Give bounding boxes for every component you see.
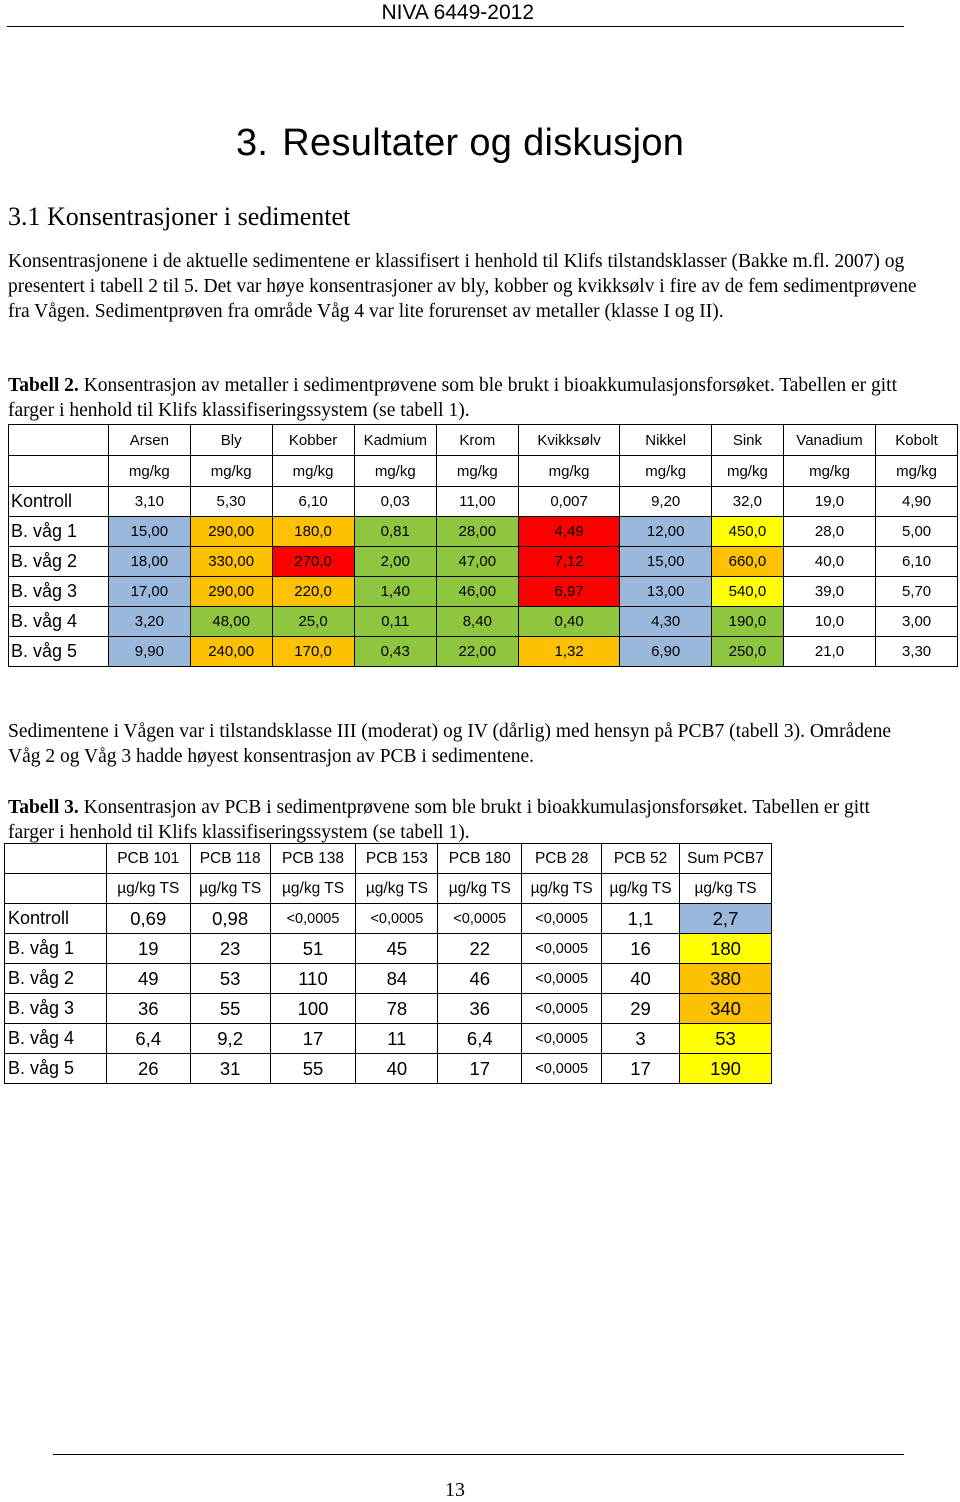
value-cell: 340 <box>680 994 772 1024</box>
column-header: Nikkel <box>620 425 711 456</box>
value-cell: 4,90 <box>876 487 958 517</box>
value-cell: 330,00 <box>190 547 272 577</box>
value-cell: 12,00 <box>620 517 711 547</box>
unit-cell: µg/kg TS <box>270 874 356 904</box>
value-cell: 19,0 <box>783 487 875 517</box>
pcb-table-body <box>5 844 772 1084</box>
value-cell: 190,0 <box>711 607 783 637</box>
value-cell: 36 <box>438 994 522 1024</box>
value-cell: 7,12 <box>518 547 620 577</box>
value-cell: 46 <box>438 964 522 994</box>
table-row <box>9 607 958 637</box>
page-header <box>0 0 960 30</box>
value-cell: 40,0 <box>783 547 875 577</box>
unit-cell: mg/kg <box>190 456 272 487</box>
value-cell: 51 <box>270 934 356 964</box>
value-cell: 660,0 <box>711 547 783 577</box>
row-label: B. våg 3 <box>5 994 107 1024</box>
value-cell: 26 <box>106 1054 190 1084</box>
value-cell: 9,90 <box>109 637 191 667</box>
unit-cell: µg/kg TS <box>106 874 190 904</box>
value-cell: 0,98 <box>190 904 270 934</box>
column-header: Sink <box>711 425 783 456</box>
table-row <box>5 964 772 994</box>
unit-cell: mg/kg <box>876 456 958 487</box>
value-cell: 28,0 <box>783 517 875 547</box>
value-cell: 45 <box>356 934 438 964</box>
value-cell: 9,2 <box>190 1024 270 1054</box>
table-row <box>9 487 958 517</box>
value-cell: <0,0005 <box>270 904 356 934</box>
value-cell: 17 <box>270 1024 356 1054</box>
value-cell: 180,0 <box>272 517 354 547</box>
value-cell: 5,00 <box>876 517 958 547</box>
value-cell: 17 <box>602 1054 680 1084</box>
table-row <box>5 934 772 964</box>
value-cell: <0,0005 <box>522 904 602 934</box>
value-cell: 290,00 <box>190 517 272 547</box>
row-label: B. våg 2 <box>5 964 107 994</box>
value-cell: 53 <box>680 1024 772 1054</box>
unit-cell: µg/kg TS <box>438 874 522 904</box>
table3-caption-text: Konsentrasjon av PCB i sedimentprøvene som ble brukt i bioakkumulasjonsforsøket. Tabellen er gitt farger i henhold til Klifs klassifiseringssystem (se tabell 1). <box>8 797 870 843</box>
value-cell: 6,10 <box>876 547 958 577</box>
header-rule <box>7 26 904 27</box>
value-cell: 9,20 <box>620 487 711 517</box>
unit-cell: mg/kg <box>783 456 875 487</box>
value-cell: 0,007 <box>518 487 620 517</box>
subsection-heading: 3.1 Konsentrasjoner i sedimentet <box>8 202 351 231</box>
column-header: Kobolt <box>876 425 958 456</box>
table-row <box>5 994 772 1024</box>
value-cell: 1,32 <box>518 637 620 667</box>
value-cell: 450,0 <box>711 517 783 547</box>
header-row <box>9 425 958 456</box>
value-cell: <0,0005 <box>356 904 438 934</box>
row-label: B. våg 4 <box>9 607 109 637</box>
value-cell: 19 <box>106 934 190 964</box>
value-cell: 0,03 <box>354 487 436 517</box>
value-cell: 110 <box>270 964 356 994</box>
value-cell: 8,40 <box>436 607 518 637</box>
value-cell: 540,0 <box>711 577 783 607</box>
column-header: PCB 153 <box>356 844 438 874</box>
value-cell: 6,97 <box>518 577 620 607</box>
corner-cell <box>9 456 109 487</box>
value-cell: 3,10 <box>109 487 191 517</box>
row-label: B. våg 3 <box>9 577 109 607</box>
table3-caption-label: Tabell 3. <box>8 797 79 818</box>
row-label: Kontroll <box>9 487 109 517</box>
table-row <box>9 637 958 667</box>
value-cell: 190 <box>680 1054 772 1084</box>
value-cell: 53 <box>190 964 270 994</box>
section-heading <box>236 122 684 165</box>
unit-cell: µg/kg TS <box>602 874 680 904</box>
value-cell: 180 <box>680 934 772 964</box>
unit-cell: mg/kg <box>620 456 711 487</box>
unit-cell: mg/kg <box>711 456 783 487</box>
value-cell: 6,10 <box>272 487 354 517</box>
unit-cell: mg/kg <box>272 456 354 487</box>
page-number: 13 <box>445 1479 465 1501</box>
value-cell: 170,0 <box>272 637 354 667</box>
value-cell: 6,4 <box>438 1024 522 1054</box>
paragraph-intro: Konsentrasjonene i de aktuelle sedimentene er klassifisert i henhold til Klifs tilstandsklasser (Bakke m.fl. 2007) og presentert i tabell 2 til 5. Det var høye konsentrasjoner av bly, kobber og kvikksølv i fire av de fem sedimentprøvene fra Vågen. Sedimentprøven fra område Våg 4 var lite forurenset av metaller (klasse I og II). <box>8 251 917 322</box>
row-label: B. våg 5 <box>9 637 109 667</box>
row-label: B. våg 1 <box>5 934 107 964</box>
value-cell: 4,30 <box>620 607 711 637</box>
value-cell: 46,00 <box>436 577 518 607</box>
value-cell: 78 <box>356 994 438 1024</box>
value-cell: 0,11 <box>354 607 436 637</box>
table-row <box>9 517 958 547</box>
column-header: Vanadium <box>783 425 875 456</box>
value-cell: 16 <box>602 934 680 964</box>
column-header: Krom <box>436 425 518 456</box>
value-cell: 6,4 <box>106 1024 190 1054</box>
value-cell: 22,00 <box>436 637 518 667</box>
value-cell: 2,7 <box>680 904 772 934</box>
value-cell: 39,0 <box>783 577 875 607</box>
value-cell: 48,00 <box>190 607 272 637</box>
value-cell: 3 <box>602 1024 680 1054</box>
value-cell: 3,00 <box>876 607 958 637</box>
table2-caption-label: Tabell 2. <box>8 375 79 396</box>
value-cell: 380 <box>680 964 772 994</box>
value-cell: 5,30 <box>190 487 272 517</box>
value-cell: 49 <box>106 964 190 994</box>
column-header: PCB 180 <box>438 844 522 874</box>
unit-cell: mg/kg <box>518 456 620 487</box>
table2-caption-text: Konsentrasjon av metaller i sedimentprøvene som ble brukt i bioakkumulasjonsforsøket. Tabellen er gitt farger i henhold til Klifs klassifiseringssystem (se tabell 1). <box>8 375 897 421</box>
value-cell: 0,40 <box>518 607 620 637</box>
value-cell: 11 <box>356 1024 438 1054</box>
unit-cell: µg/kg TS <box>522 874 602 904</box>
column-header: PCB 52 <box>602 844 680 874</box>
value-cell: 17 <box>438 1054 522 1084</box>
value-cell: 100 <box>270 994 356 1024</box>
row-label: B. våg 5 <box>5 1054 107 1084</box>
value-cell: 5,70 <box>876 577 958 607</box>
value-cell: <0,0005 <box>522 1024 602 1054</box>
table3-caption <box>8 795 918 845</box>
value-cell: 0,43 <box>354 637 436 667</box>
column-header: Kadmium <box>354 425 436 456</box>
value-cell: 40 <box>356 1054 438 1084</box>
column-header: PCB 101 <box>106 844 190 874</box>
value-cell: 4,49 <box>518 517 620 547</box>
column-header: Kobber <box>272 425 354 456</box>
value-cell: <0,0005 <box>522 934 602 964</box>
value-cell: 3,30 <box>876 637 958 667</box>
value-cell: 40 <box>602 964 680 994</box>
unit-cell: mg/kg <box>436 456 518 487</box>
table-row <box>9 547 958 577</box>
column-header: PCB 118 <box>190 844 270 874</box>
unit-cell: µg/kg TS <box>190 874 270 904</box>
value-cell: 3,20 <box>109 607 191 637</box>
row-label: Kontroll <box>5 904 107 934</box>
value-cell: <0,0005 <box>522 964 602 994</box>
value-cell: <0,0005 <box>522 994 602 1024</box>
value-cell: 15,00 <box>620 547 711 577</box>
corner-cell <box>9 425 109 456</box>
value-cell: 1,1 <box>602 904 680 934</box>
metals-table-body <box>9 425 958 667</box>
corner-cell <box>5 844 107 874</box>
pcb-table <box>4 843 772 1084</box>
value-cell: 240,00 <box>190 637 272 667</box>
value-cell: 21,0 <box>783 637 875 667</box>
value-cell: 0,81 <box>354 517 436 547</box>
value-cell: 55 <box>270 1054 356 1084</box>
value-cell: 22 <box>438 934 522 964</box>
row-label: B. våg 4 <box>5 1024 107 1054</box>
value-cell: 15,00 <box>109 517 191 547</box>
value-cell: 11,00 <box>436 487 518 517</box>
report-number: NIVA 6449-2012 <box>381 1 534 24</box>
row-label: B. våg 2 <box>9 547 109 577</box>
value-cell: 29 <box>602 994 680 1024</box>
table2-caption <box>8 373 918 423</box>
table-row <box>5 1024 772 1054</box>
unit-cell: µg/kg TS <box>356 874 438 904</box>
value-cell: 31 <box>190 1054 270 1084</box>
section-number: 3. <box>236 122 269 164</box>
value-cell: 36 <box>106 994 190 1024</box>
value-cell: 17,00 <box>109 577 191 607</box>
paragraph-pcb: Sedimentene i Vågen var i tilstandsklasse III (moderat) og IV (dårlig) med hensyn på PCB7 (tabell 3). Områdene Våg 2 og Våg 3 hadde høyest konsentrasjon av PCB i sedimentene. <box>8 721 892 767</box>
column-header: PCB 138 <box>270 844 356 874</box>
value-cell: 220,0 <box>272 577 354 607</box>
value-cell: 6,90 <box>620 637 711 667</box>
units-row <box>9 456 958 487</box>
value-cell: 2,00 <box>354 547 436 577</box>
value-cell: <0,0005 <box>438 904 522 934</box>
value-cell: 84 <box>356 964 438 994</box>
value-cell: <0,0005 <box>522 1054 602 1084</box>
value-cell: 290,00 <box>190 577 272 607</box>
value-cell: 25,0 <box>272 607 354 637</box>
value-cell: 28,00 <box>436 517 518 547</box>
value-cell: 1,40 <box>354 577 436 607</box>
value-cell: 55 <box>190 994 270 1024</box>
unit-cell: mg/kg <box>109 456 191 487</box>
value-cell: 10,0 <box>783 607 875 637</box>
value-cell: 47,00 <box>436 547 518 577</box>
column-header: Kvikksølv <box>518 425 620 456</box>
table-row <box>5 1054 772 1084</box>
unit-cell: µg/kg TS <box>680 874 772 904</box>
header-row <box>5 844 772 874</box>
value-cell: 13,00 <box>620 577 711 607</box>
column-header: Sum PCB7 <box>680 844 772 874</box>
table-row <box>5 904 772 934</box>
table-row <box>9 577 958 607</box>
units-row <box>5 874 772 904</box>
value-cell: 0,69 <box>106 904 190 934</box>
footer-rule <box>53 1454 904 1455</box>
corner-cell <box>5 874 107 904</box>
value-cell: 23 <box>190 934 270 964</box>
value-cell: 250,0 <box>711 637 783 667</box>
section-title: Resultater og diskusjon <box>282 122 685 164</box>
column-header: Bly <box>190 425 272 456</box>
row-label: B. våg 1 <box>9 517 109 547</box>
column-header: Arsen <box>109 425 191 456</box>
value-cell: 18,00 <box>109 547 191 577</box>
value-cell: 270,0 <box>272 547 354 577</box>
unit-cell: mg/kg <box>354 456 436 487</box>
value-cell: 32,0 <box>711 487 783 517</box>
column-header: PCB 28 <box>522 844 602 874</box>
metals-table <box>8 424 958 667</box>
